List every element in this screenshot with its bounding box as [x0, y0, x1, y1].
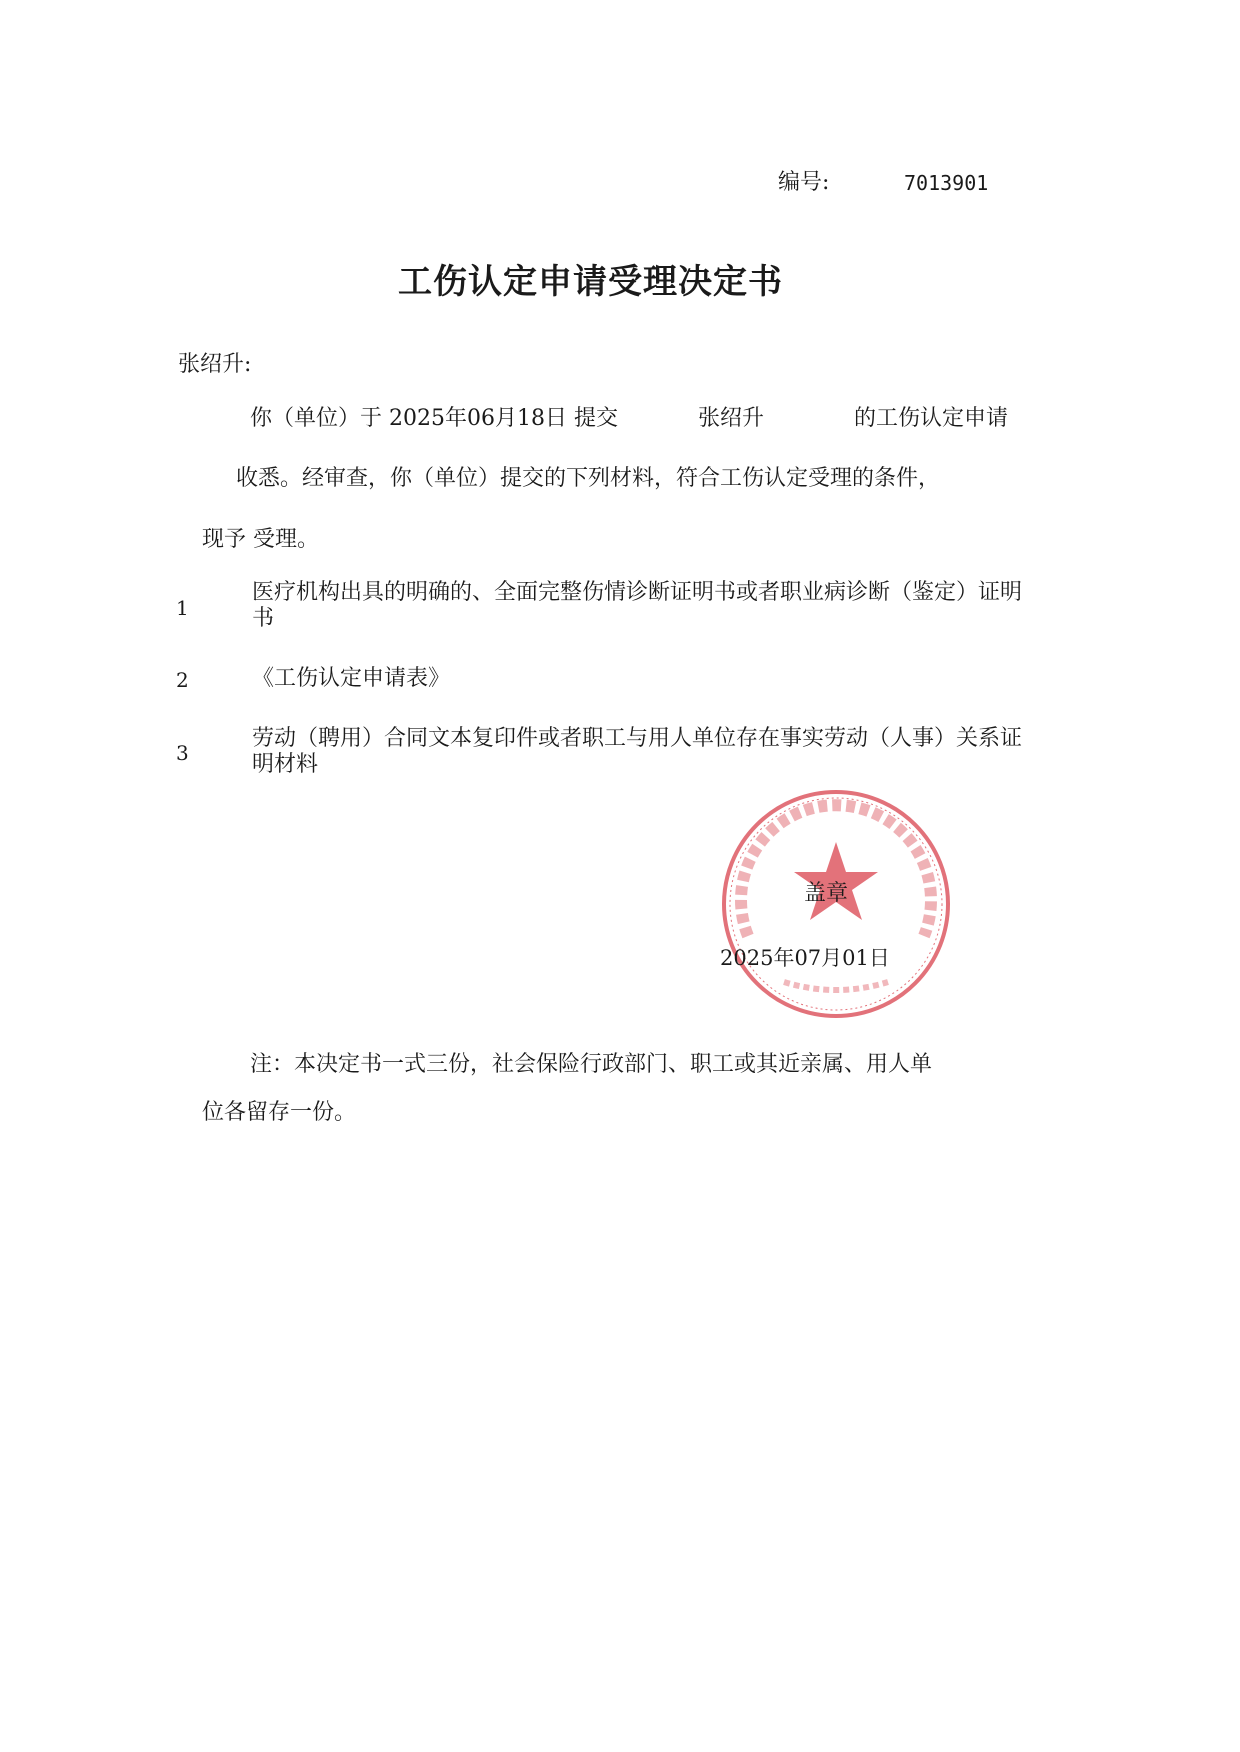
- material-number: 3: [176, 741, 189, 765]
- serial-number: 7013901: [904, 171, 989, 195]
- material-number: 2: [176, 668, 189, 692]
- material-text: 医疗机构出具的明确的、全面完整伤情诊断证明书或者职业病诊断（鉴定）证明书: [252, 580, 1023, 631]
- material-number: 1: [176, 596, 189, 620]
- material-text: 《工伤认定申请表》: [252, 666, 451, 691]
- body-line1-suffix: 的工伤认定申请: [854, 406, 1009, 431]
- document-title: 工伤认定申请受理决定书: [398, 262, 783, 302]
- body-line3: 现予 受理。: [202, 527, 319, 552]
- applicant-name: 张绍升: [698, 406, 765, 431]
- seal-label: 盖章: [804, 881, 849, 906]
- serial-label: 编号:: [778, 170, 830, 195]
- note-line1: 注：本决定书一式三份，社会保险行政部门、职工或其近亲属、用人单: [250, 1052, 933, 1077]
- note-line2: 位各留存一份。: [202, 1100, 357, 1125]
- material-text: 劳动（聘用）合同文本复印件或者职工与用人单位存在事实劳动（人事）关系证明材料: [252, 726, 1023, 777]
- seal-date: 2025年07月01日: [720, 946, 890, 970]
- body-line2: 收悉。经审查，你（单位）提交的下列材料，符合工伤认定受理的条件，: [236, 466, 941, 491]
- body-line1-prefix: 你（单位）于 2025年06月18日 提交: [250, 406, 618, 431]
- addressee: 张绍升:: [178, 352, 252, 377]
